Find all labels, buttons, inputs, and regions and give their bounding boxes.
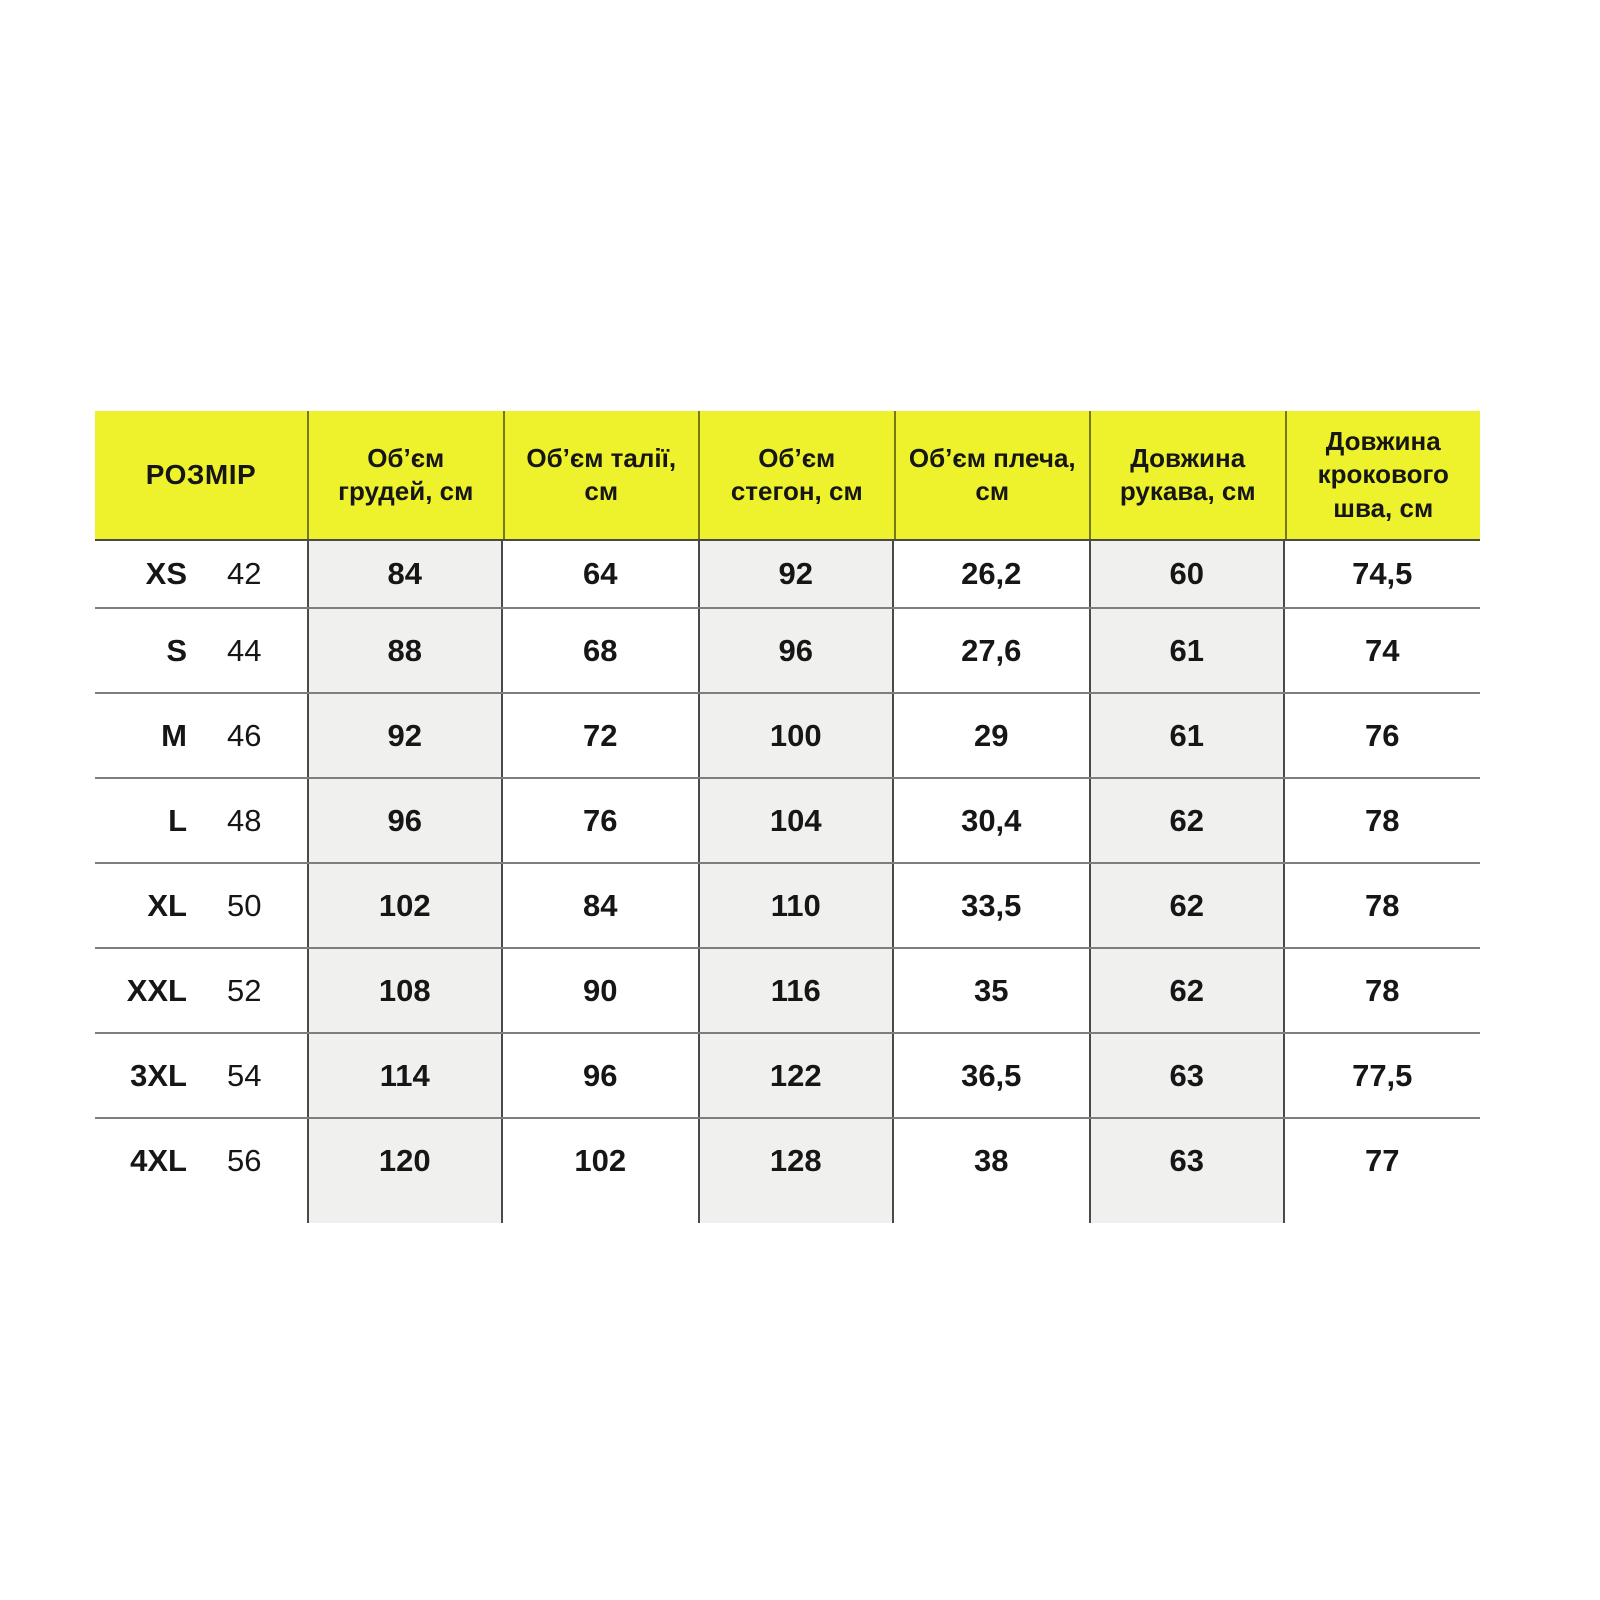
size-code: L xyxy=(168,802,187,838)
value-cell: 114 xyxy=(307,1034,503,1117)
table-footer-strip xyxy=(95,1202,1480,1223)
value-cell: 63 xyxy=(1089,1119,1285,1202)
value-cell: 74 xyxy=(1365,632,1400,668)
footer-spacer xyxy=(503,1202,699,1223)
table-row-xl xyxy=(95,862,1480,947)
header-cell-inseam: Довжина крокового шва, см xyxy=(1285,411,1481,539)
table-row-3xl xyxy=(95,1032,1480,1117)
value-cell: 110 xyxy=(698,864,894,947)
value-cell: 63 xyxy=(1089,1034,1285,1117)
value-cell: 36,5 xyxy=(961,1057,1022,1093)
value-cell: 76 xyxy=(583,802,618,838)
value-cell: 96 xyxy=(307,779,503,862)
value-cell: 64 xyxy=(583,556,618,591)
value-cell: 88 xyxy=(307,609,503,692)
size-number: 50 xyxy=(227,887,262,923)
value-cell: 92 xyxy=(698,541,894,607)
value-cell: 38 xyxy=(974,1142,1009,1178)
value-cell: 74,5 xyxy=(1352,556,1413,591)
size-number: 56 xyxy=(227,1142,262,1178)
table-row-m xyxy=(95,692,1480,777)
footer-spacer xyxy=(698,1202,894,1223)
header-cell-hips: Об’єм стегон, см xyxy=(698,411,894,539)
value-cell: 96 xyxy=(698,609,894,692)
value-cell: 96 xyxy=(583,1057,618,1093)
value-cell: 108 xyxy=(307,949,503,1032)
size-code: S xyxy=(166,632,187,668)
size-number: 54 xyxy=(227,1057,262,1093)
value-cell: 26,2 xyxy=(961,556,1022,591)
value-cell: 77 xyxy=(1365,1142,1400,1178)
value-cell: 78 xyxy=(1365,887,1400,923)
size-cell xyxy=(95,1034,307,1117)
footer-spacer xyxy=(1285,1202,1481,1223)
header-cell-shoulder: Об’єм плеча, см xyxy=(894,411,1090,539)
footer-spacer xyxy=(1089,1202,1285,1223)
value-cell: 78 xyxy=(1365,802,1400,838)
size-code: XS xyxy=(145,556,187,591)
table-header-row xyxy=(95,411,1480,541)
value-cell: 116 xyxy=(698,949,894,1032)
footer-spacer xyxy=(307,1202,503,1223)
size-code: 4XL xyxy=(130,1142,187,1178)
value-cell: 102 xyxy=(574,1142,627,1178)
value-cell: 30,4 xyxy=(961,802,1022,838)
value-cell: 62 xyxy=(1089,864,1285,947)
value-cell: 128 xyxy=(698,1119,894,1202)
size-cell xyxy=(95,864,307,947)
value-cell: 27,6 xyxy=(961,632,1022,668)
value-cell: 100 xyxy=(698,694,894,777)
table-row-s xyxy=(95,607,1480,692)
value-cell: 77,5 xyxy=(1352,1057,1413,1093)
header-cell-chest: Об’єм грудей, см xyxy=(307,411,503,539)
value-cell: 90 xyxy=(583,972,618,1008)
size-cell xyxy=(95,541,307,607)
value-cell: 61 xyxy=(1089,694,1285,777)
footer-spacer xyxy=(95,1202,307,1223)
value-cell: 68 xyxy=(583,632,618,668)
header-cell-size: РОЗМІР xyxy=(95,411,307,539)
value-cell: 102 xyxy=(307,864,503,947)
value-cell: 76 xyxy=(1365,717,1400,753)
value-cell: 78 xyxy=(1365,972,1400,1008)
size-cell xyxy=(95,949,307,1032)
value-cell: 84 xyxy=(583,887,618,923)
size-number: 52 xyxy=(227,972,262,1008)
size-number: 44 xyxy=(227,632,262,668)
value-cell: 120 xyxy=(307,1119,503,1202)
value-cell: 60 xyxy=(1089,541,1285,607)
table-row-4xl xyxy=(95,1117,1480,1202)
value-cell: 122 xyxy=(698,1034,894,1117)
value-cell: 104 xyxy=(698,779,894,862)
size-code: 3XL xyxy=(130,1057,187,1093)
size-cell xyxy=(95,694,307,777)
size-code: XXL xyxy=(126,972,187,1008)
footer-spacer xyxy=(894,1202,1090,1223)
value-cell: 62 xyxy=(1089,949,1285,1032)
table-row-xxl xyxy=(95,947,1480,1032)
table-row-l xyxy=(95,777,1480,862)
value-cell: 62 xyxy=(1089,779,1285,862)
size-number: 46 xyxy=(227,717,262,753)
size-cell xyxy=(95,609,307,692)
header-cell-sleeve: Довжина рукава, см xyxy=(1089,411,1285,539)
size-cell xyxy=(95,1119,307,1202)
value-cell: 33,5 xyxy=(961,887,1022,923)
header-cell-waist: Об’єм талії, см xyxy=(503,411,699,539)
size-code: XL xyxy=(147,887,187,923)
size-number: 48 xyxy=(227,802,262,838)
value-cell: 29 xyxy=(974,717,1009,753)
size-chart-table xyxy=(95,411,1480,1223)
value-cell: 72 xyxy=(583,717,618,753)
size-code: M xyxy=(161,717,187,753)
table-row-xs xyxy=(95,541,1480,607)
value-cell: 84 xyxy=(307,541,503,607)
value-cell: 61 xyxy=(1089,609,1285,692)
size-cell xyxy=(95,779,307,862)
value-cell: 92 xyxy=(307,694,503,777)
size-number: 42 xyxy=(227,556,262,591)
value-cell: 35 xyxy=(974,972,1009,1008)
